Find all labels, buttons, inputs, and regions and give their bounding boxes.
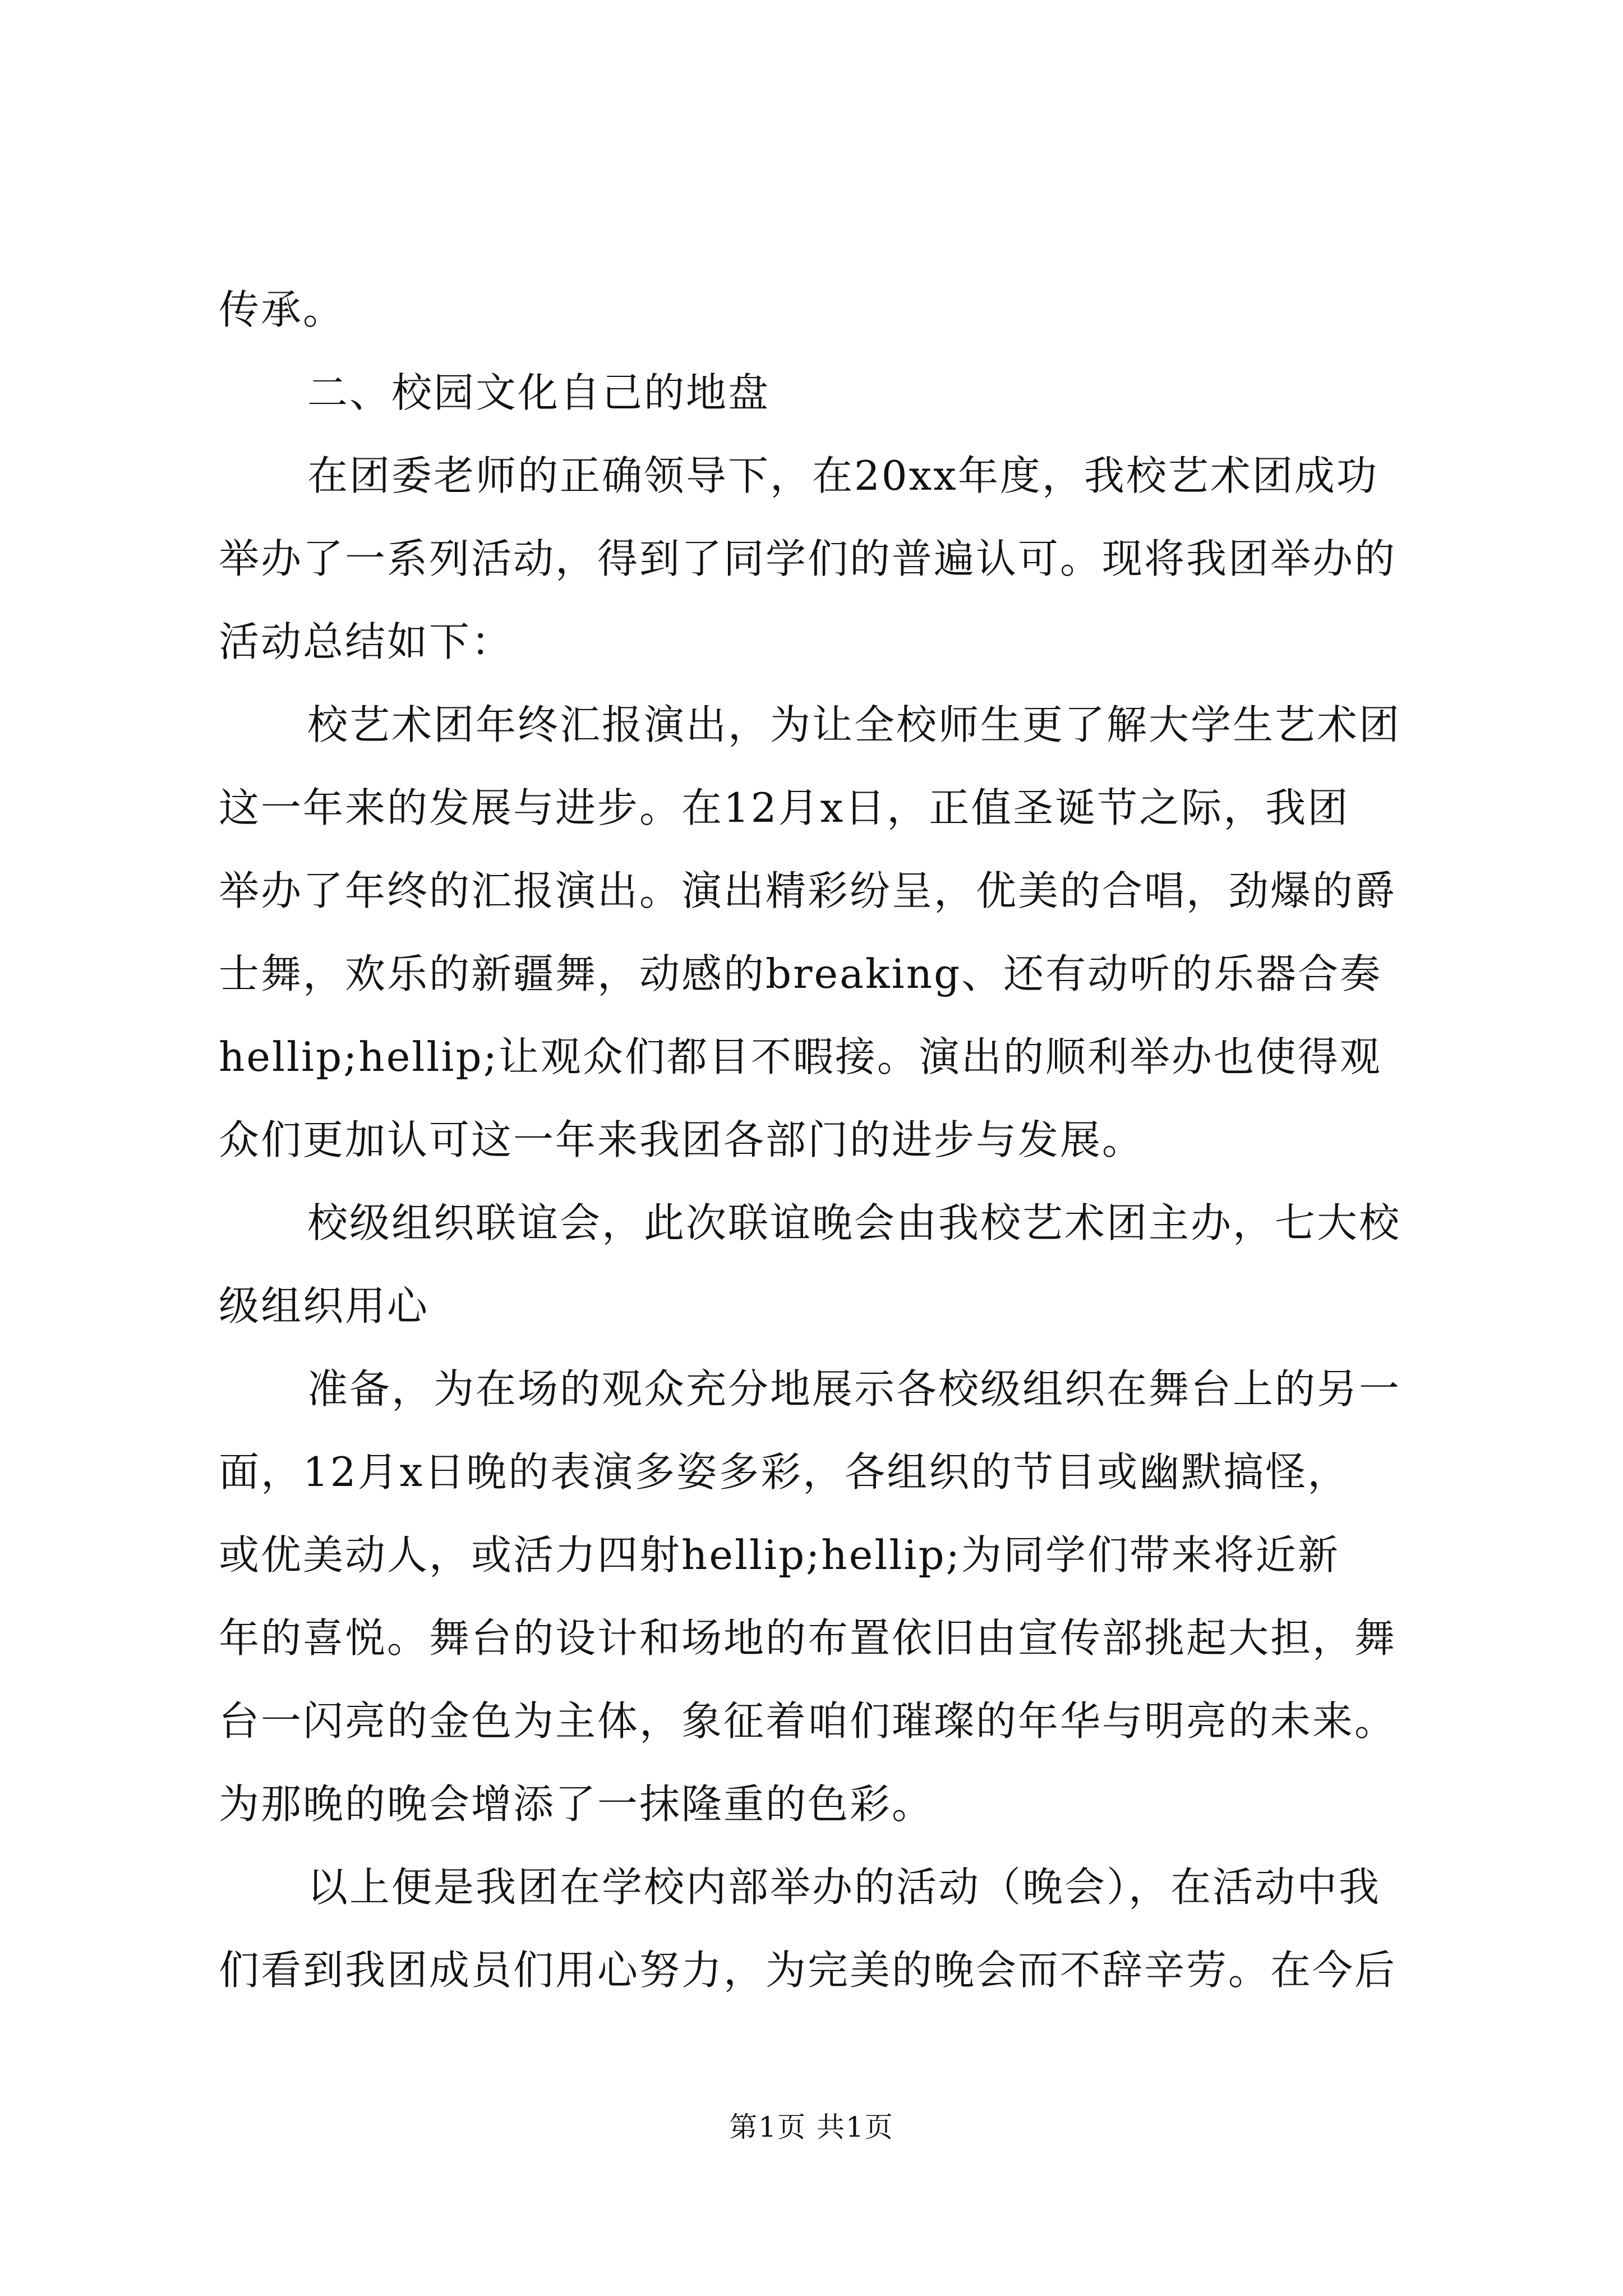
text-line: 众们更加认可这一年来我团各部门的进步与发展。 [219, 1116, 1145, 1163]
text-line: 准备，为在场的观众充分地展示各校级组织在舞台上的另一 [307, 1365, 1401, 1412]
text-line: hellip;hellip;让观众们都目不暇接。演出的顺利举办也使得观 [219, 1033, 1382, 1080]
text-line: 举办了年终的汇报演出。演出精彩纷呈，优美的合唱，劲爆的爵 [219, 867, 1397, 914]
text-line: 传承。 [219, 286, 345, 333]
text-line: 二、校园文化自己的地盘 [307, 369, 771, 416]
text-line: 们看到我团成员们用心努力，为完美的晚会而不辞辛劳。在今后 [219, 1947, 1397, 1994]
document-body [219, 268, 1413, 2012]
text-line: 面，12月x日晚的表演多姿多彩，各组织的节目或幽默搞怪， [219, 1448, 1350, 1496]
text-line: 台一闪亮的金色为主体，象征着咱们璀璨的年华与明亮的未来。 [219, 1697, 1397, 1745]
text-line: 在团委老师的正确领导下，在20xx年度，我校艺术团成功 [307, 452, 1378, 499]
text-line: 以上便是我团在学校内部举办的活动（晚会），在活动中我 [307, 1864, 1381, 1911]
text-line: 或优美动人，或活力四射hellip;hellip;为同学们带来将近新 [219, 1531, 1340, 1579]
text-line: 活动总结如下： [219, 618, 514, 665]
text-line: 为那晚的晚会增添了一抹隆重的色彩。 [219, 1780, 934, 1828]
text-line: 校艺术团年终汇报演出，为让全校师生更了解大学生艺术团 [307, 701, 1401, 748]
text-line: 年的喜悦。舞台的设计和场地的布置依旧由宣传部挑起大担，舞 [219, 1614, 1397, 1662]
text-line: 校级组织联谊会，此次联谊晚会由我校艺术团主办，七大校 [307, 1199, 1401, 1246]
text-line: 级组织用心 [219, 1282, 430, 1329]
text-line: 举办了一系列活动，得到了同学们的普遍认可。现将我团举办的 [219, 535, 1397, 582]
text-line: 这一年来的发展与进步。在12月x日，正值圣诞节之际，我团 [219, 784, 1350, 831]
page-footer: 第1页 共1页 [729, 2111, 894, 2143]
text-line: 士舞，欢乐的新疆舞，动感的breaking、还有动听的乐器合奏 [219, 950, 1382, 997]
